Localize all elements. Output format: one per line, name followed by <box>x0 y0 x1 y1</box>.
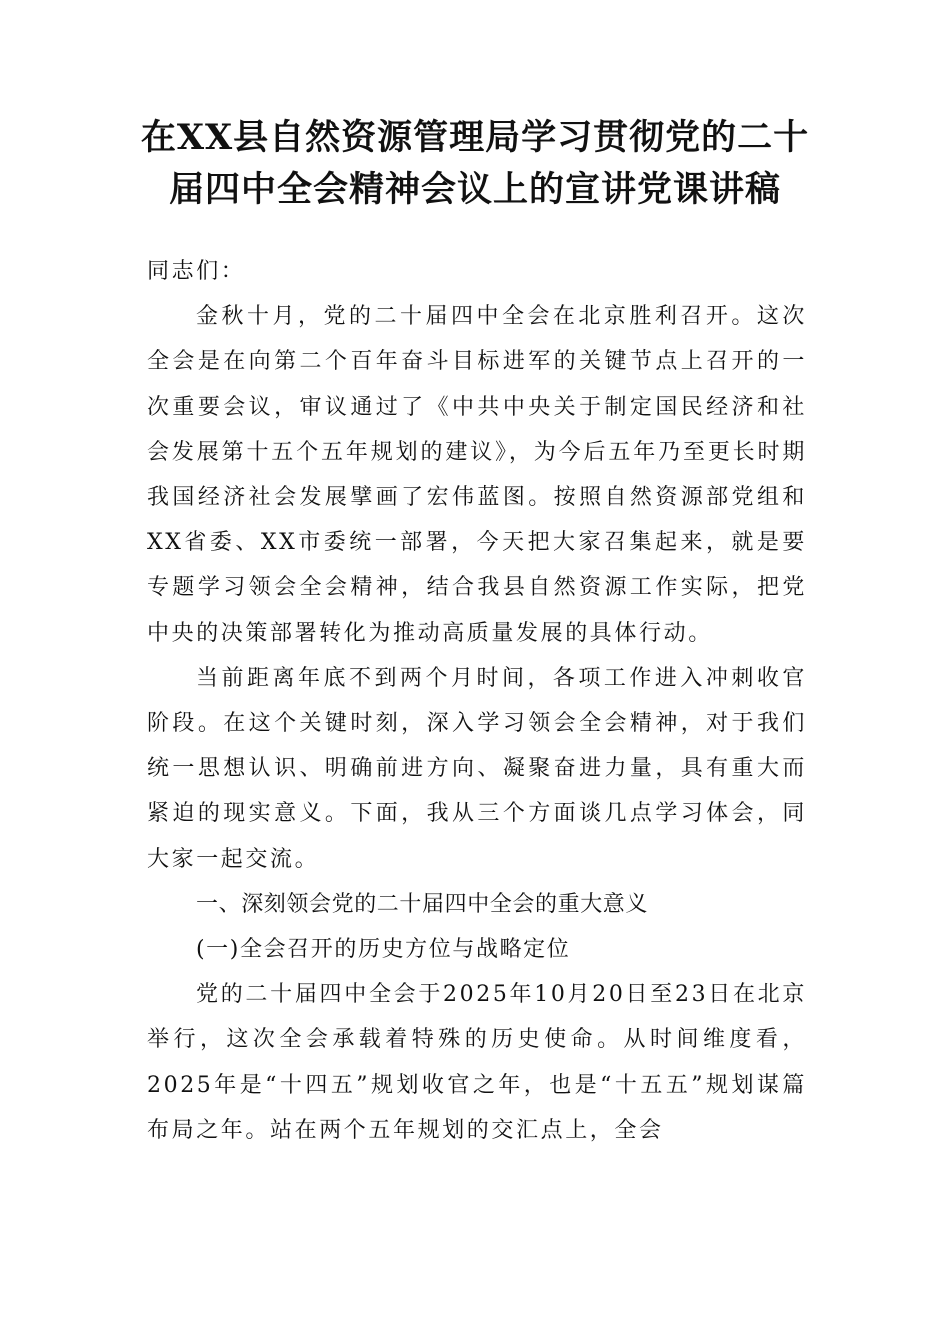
document-title <box>0 112 950 216</box>
salutation: 同志们： <box>147 259 246 284</box>
paragraph-context: 当前距离年底不到两个月时间，各项工作进入冲刺收官阶段。在这个关键时刻，深入学习领会全会精神，对于我们统一思想认识、明确前进方向、凝聚奋进力量，具有重大而紧迫的现实意义。下面，我从三个方面谈几点学习体会，同大家一起交流。 <box>147 665 807 872</box>
paragraph-intro: 金秋十月，党的二十届四中全会在北京胜利召开。这次全会是在向第二个百年奋斗目标进军的关键节点上召开的一次重要会议，审议通过了《中共中央关于制定国民经济和社会发展第十五个五年规划的建议》，为今后五年乃至更长时期我国经济社会发展擘画了宏伟蓝图。按照自然资源部党组和XX省委、XX市委统一部署，今天把大家召集起来，就是要专题学习领会全会精神，结合我县自然资源工作实际，把党中央的决策部署转化为推动高质量发展的具体行动。 <box>147 304 807 646</box>
subsection-heading: (一)全会召开的历史方位与战略定位 <box>196 937 571 963</box>
title-line-2: 届四中全会精神会议上的宣讲党课讲稿 <box>168 169 781 210</box>
title-line-1: 在XX县自然资源管理局学习贯彻党的二十 <box>140 117 810 158</box>
document-body <box>147 249 807 1153</box>
section-heading: 一、深刻领会党的二十届四中全会的重大意义 <box>196 891 649 917</box>
paragraph-section-1: 党的二十届四中全会于2025年10月20日至23日在北京举行，这次全会承载着特殊的历史使命。从时间维度看，2025年是“十四五”规划收官之年，也是“十五五”规划谋篇布局之年。站在两个五年规划的交汇点上，全会 <box>147 982 807 1143</box>
